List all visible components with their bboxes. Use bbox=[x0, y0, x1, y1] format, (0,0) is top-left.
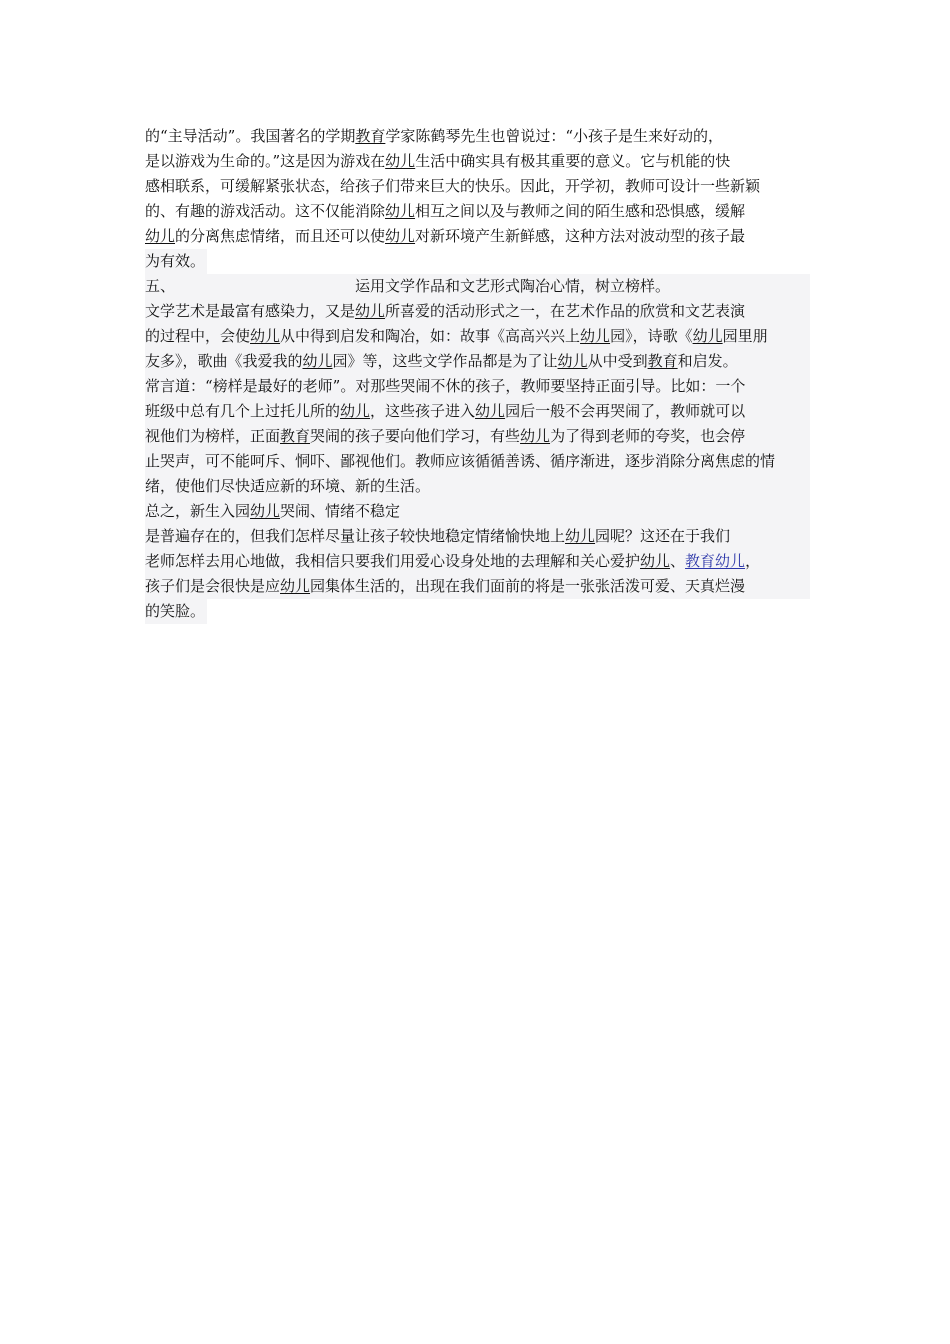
text-run: 生活中确实具有极其重要的意义。它与机能的快 bbox=[415, 152, 731, 170]
text-run: 的过程中，会使 bbox=[145, 327, 251, 345]
keyword-link[interactable]: 幼儿 bbox=[640, 552, 671, 570]
keyword-link[interactable]: 幼儿 bbox=[145, 227, 176, 245]
text-run: 和启发。 bbox=[677, 352, 738, 370]
text-run: 学家陈鹤琴先生也曾说过：“小孩子是生来好动的， bbox=[385, 127, 724, 145]
text-run: 常言道：“榜样是最好的老师”。对那些哭闹不休的孩子，教师要坚持正面引导。比如：一个 bbox=[145, 377, 746, 395]
text-run: 是普遍存在的，但我们怎样尽量让孩子较快地稳定情绪愉快地上 bbox=[145, 527, 566, 545]
text-run: 班级中总有几个上过托儿所的 bbox=[145, 402, 341, 420]
keyword-link[interactable]: 幼儿 bbox=[580, 327, 611, 345]
text-run: 感相联系，可缓解紧张状态，给孩子们带来巨大的快乐。因此，开学初，教师可设计一些新颖 bbox=[145, 177, 761, 195]
keyword-link[interactable]: 教育 bbox=[647, 352, 678, 370]
text-run: 从中得到启发和陶冶，如：故事《高高兴兴上 bbox=[280, 327, 581, 345]
heading-number: 五、 bbox=[145, 277, 176, 295]
text-run: 园后一般不会再哭闹了，教师就可以 bbox=[505, 402, 746, 420]
text-run: 园》，诗歌《 bbox=[610, 327, 693, 345]
keyword-link[interactable]: 幼儿 bbox=[340, 402, 371, 420]
keyword-link[interactable]: 幼儿 bbox=[475, 402, 506, 420]
text-line bbox=[145, 474, 810, 499]
text-run: 对新环境产生新鲜感，这种方法对波动型的孩子最 bbox=[415, 227, 746, 245]
keyword-link[interactable]: 幼儿 bbox=[280, 577, 311, 595]
text-run: 哭闹、情绪不稳定 bbox=[280, 502, 401, 520]
keyword-link[interactable]: 幼儿 bbox=[302, 352, 333, 370]
text-run: 孩子们是会很快是应 bbox=[145, 577, 281, 595]
text-run: 总之，新生入园 bbox=[145, 502, 251, 520]
section-heading bbox=[145, 274, 810, 299]
keyword-link[interactable]: 幼儿 bbox=[565, 527, 596, 545]
keyword-link[interactable]: 幼儿 bbox=[385, 202, 416, 220]
text-run: 老师怎样去用心地做，我相信只要我们用爱心设身处地的去理解和关心爱护 bbox=[145, 552, 641, 570]
text-run: ，这些孩子进入 bbox=[370, 402, 476, 420]
text-run: 绪，使他们尽快适应新的环境、新的生活。 bbox=[145, 477, 431, 495]
text-run: 的、有趣的游戏活动。这不仅能消除 bbox=[145, 202, 386, 220]
text-line bbox=[145, 349, 810, 374]
education-children-link[interactable]: 教育幼儿 bbox=[685, 552, 746, 570]
text-line bbox=[145, 249, 810, 274]
text-run: 相互之间以及与教师之间的陌生感和恐惧感，缓解 bbox=[415, 202, 746, 220]
keyword-link[interactable]: 幼儿 bbox=[250, 502, 281, 520]
document-page bbox=[145, 124, 810, 624]
text-run: 文学艺术是最富有感染力，又是 bbox=[145, 302, 356, 320]
text-run: 、 bbox=[670, 552, 686, 570]
text-run: 止哭声，可不能呵斥、恫吓、鄙视他们。教师应该循循善诱、循序渐进，逐步消除分离焦虑的情 bbox=[145, 452, 776, 470]
text-run: 视他们为榜样，正面 bbox=[145, 427, 281, 445]
text-line bbox=[145, 399, 810, 424]
text-run: 哭闹的孩子要向他们学习，有些 bbox=[310, 427, 521, 445]
text-line bbox=[145, 124, 810, 149]
keyword-link[interactable]: 幼儿 bbox=[520, 427, 551, 445]
text-run: 从中受到 bbox=[587, 352, 648, 370]
keyword-link[interactable]: 幼儿 bbox=[385, 227, 416, 245]
text-line bbox=[145, 299, 810, 324]
text-line bbox=[145, 449, 810, 474]
keyword-link[interactable]: 教育 bbox=[355, 127, 386, 145]
text-run: 园》等，这些文学作品都是为了让 bbox=[332, 352, 558, 370]
text-run: 园里朋 bbox=[722, 327, 768, 345]
text-line bbox=[145, 149, 810, 174]
text-line bbox=[145, 499, 810, 524]
text-line bbox=[145, 224, 810, 249]
keyword-link[interactable]: 幼儿 bbox=[692, 327, 723, 345]
text-line bbox=[145, 549, 810, 574]
text-line bbox=[145, 424, 810, 449]
text-run: 园集体生活的，出现在我们面前的将是一张张活泼可爱、天真烂漫 bbox=[310, 577, 746, 595]
text-run: 为有效。 bbox=[145, 252, 206, 270]
text-line bbox=[145, 174, 810, 199]
keyword-link[interactable]: 幼儿 bbox=[557, 352, 588, 370]
text-line bbox=[145, 524, 810, 549]
text-run: 所喜爱的活动形式之一，在艺术作品的欣赏和文艺表演 bbox=[385, 302, 746, 320]
text-run: 是以游戏为生命的。”这是因为游戏在 bbox=[145, 152, 386, 170]
keyword-link[interactable]: 教育 bbox=[280, 427, 311, 445]
text-run: 友多》，歌曲《我爱我的 bbox=[145, 352, 303, 370]
text-run: 园呢？这还在于我们 bbox=[595, 527, 731, 545]
keyword-link[interactable]: 幼儿 bbox=[385, 152, 416, 170]
text-line bbox=[145, 199, 810, 224]
text-run: 的笑脸。 bbox=[145, 602, 206, 620]
keyword-link[interactable]: 幼儿 bbox=[355, 302, 386, 320]
text-line bbox=[145, 574, 810, 599]
text-run: 的“主导活动”。我国著名的学期 bbox=[145, 127, 356, 145]
text-run: ， bbox=[745, 552, 761, 570]
heading-text: 运用文学作品和文艺形式陶冶心情，树立榜样。 bbox=[355, 277, 671, 295]
text-run: 的分离焦虑情绪，而且还可以使 bbox=[175, 227, 386, 245]
text-line bbox=[145, 374, 810, 399]
keyword-link[interactable]: 幼儿 bbox=[250, 327, 281, 345]
text-line bbox=[145, 324, 810, 349]
text-run: 为了得到老师的夸奖，也会停 bbox=[550, 427, 746, 445]
text-line bbox=[145, 599, 810, 624]
